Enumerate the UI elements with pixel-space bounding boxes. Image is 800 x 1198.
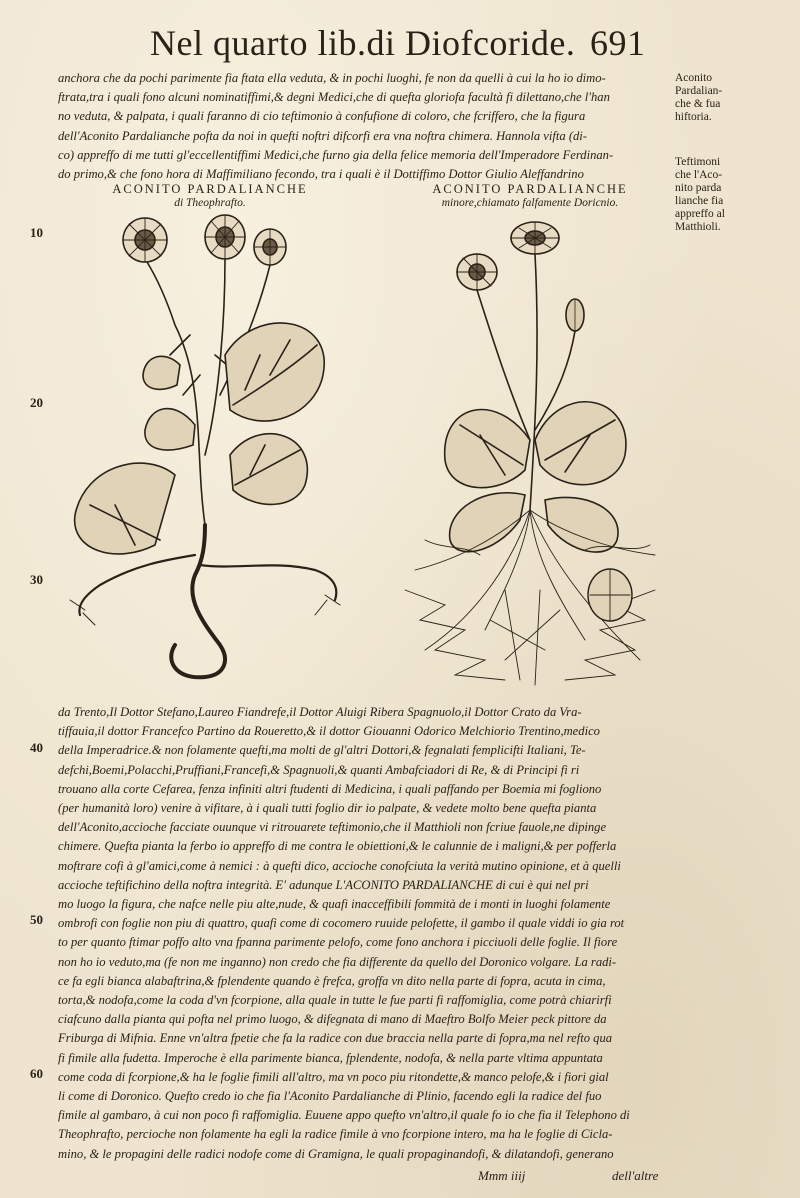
line-number: 30 <box>30 572 43 587</box>
text-line: ftrata,tra i quali fono alcuni nominatiffimi,& degni Medici,che di quefta gloriofa facultà fi dilettano,che l'han <box>58 90 610 105</box>
text-line: ombrofi con foglie non piu di quattro, quafi come di cocomero ruuide pelofette, il gambo il quale viddi io gia rot <box>58 916 625 931</box>
text-line: li come di Doronico. Quefto credo io che fia l'Aconito Pardalianche di Plinio, facendo egli la radice del fuo <box>58 1089 602 1104</box>
text-line: no veduta, & palpata, i quali faranno di cio teftimonio à confufione di coloro, che fcriffero, che la figura <box>58 109 586 124</box>
text-line: da Trento,Il Dottor Stefano,Laureo Fiandrefe,il Dottor Aluigi Ribera Spagnuolo,il Dottor Crato da Vra- <box>58 705 582 719</box>
plant-woodcut-icon <box>385 210 675 695</box>
margin-note-line: lianche fia <box>675 195 724 207</box>
running-header <box>150 22 670 64</box>
text-line: anchora che da pochi parimente fia ftata ella veduta, & in pochi luoghi, fe non da quelli à cui la ho io dimo- <box>58 71 606 85</box>
flower-head-icon <box>123 218 167 262</box>
flower-head-icon <box>205 215 245 259</box>
top-paragraph <box>58 69 673 184</box>
flower-head-icon <box>254 229 286 265</box>
text-line: tiffauia,il dottor Francefco Partino da Roueretto,& il dottor Giouanni Odorico Melchiorio Trentino,medico <box>58 724 600 739</box>
text-line: dell'Aconito Pardalianche pofta da noi in quefti noftri difcorfi era vna noftra chimera. Hannola vifta (di- <box>58 128 588 143</box>
text-line: do primo,& che fono hora di Maffimiliano fecondo, tra i quali è il Dottiffimo Dottor Giulio Aleffandrino <box>58 167 584 182</box>
margin-note-line: Pardalian- <box>675 85 723 97</box>
text-line: fi fimile alla fudetta. Imperoche è ella parimente bianca, fplendente, nodofa, & nella parte vltima appuntata <box>58 1050 603 1065</box>
margin-note-aconito <box>675 72 785 124</box>
text-line: mino, & le propagini delle radici nodofe come di Gramigna, le quali propaginandofi, & dilatandofi, generano <box>58 1146 614 1161</box>
bottom-paragraph <box>58 703 673 1164</box>
caption-right-title: ACONITO PARDALIANCHE <box>432 182 628 196</box>
margin-note-line: che & fua <box>675 98 721 110</box>
margin-note-line: Teftimoni <box>675 156 721 168</box>
text-line: defchi,Boemi,Polacchi,Pruffiani,Francefi,& Spagnuoli,& quanti Ambafciadori di Re, & di Principi fi ri <box>58 762 580 777</box>
caption-left-title: ACONITO PARDALIANCHE <box>112 182 308 196</box>
text-line: to per quanto ftimar poffo alto vna fpanna parimente pelofo, come fono anchora i picciuoli delle foglie. Il fiore <box>58 935 618 950</box>
line-number: 50 <box>30 912 43 927</box>
text-line: moftrare cofi à gl'amici,come à nemici : à quefti dico, accioche conofciuta la verità mutino opinione, et à quelli <box>58 858 621 873</box>
margin-note-line: che l'Aco- <box>675 169 723 181</box>
text-line: Friburga di Mifnia. Enne vn'altra fpetie che fa la radice con due braccia nella parte di fopra,ma nel refto qua <box>58 1031 613 1046</box>
plant-woodcut-icon <box>55 205 375 695</box>
line-number: 40 <box>30 740 43 755</box>
signature-mark: Mmm iiij <box>478 1168 526 1183</box>
text-line: non ho io veduto,ma (fe non me inganno) non credo che fia differente da quello del Doronico volgare. La radi- <box>58 954 617 969</box>
folio-number: 691 <box>590 23 646 63</box>
flower-head-icon <box>457 254 497 290</box>
text-line: fimile al gambaro, à cui non poco fi raffomiglia. Euuene appo quefto vn'altro,il quale fo io che fia il Telephono di <box>58 1108 630 1123</box>
caption-right-subtitle: minore,chiamato falfamente Doricnio. <box>441 197 619 209</box>
flower-bud-icon <box>566 299 584 331</box>
margin-note-testimoni <box>675 156 785 234</box>
margin-note-line: Matthioli. <box>675 221 721 233</box>
text-line: chimere. Quefta pianta la ferbo io appreffo di me contra le obiettioni,& le calunnie de i maligni,& per pofferla <box>58 839 617 854</box>
text-line: (per humanità loro) venire à vifitare, à i quali tutti foglio dir io palpate, & vedete molto bene quefta pianta <box>58 801 597 816</box>
margin-note-line: nito parda <box>675 182 722 194</box>
text-line: trouano alla corte Cefarea, fenza infiniti altri ftudenti di Medicina, i quali paffando per Boemia mi fogliono <box>58 781 602 796</box>
text-line: ce fa egli bianca alabaftrina,& fplendente quando è frefca, groffa vn dito nella parte di fopra, acuta in cima, <box>58 973 606 988</box>
text-line: co) appreffo di me tutti gl'eccellentiffimi Medici,che furno gia della felice memoria dell'Imperadore Ferdinan- <box>58 147 614 162</box>
text-line: accioche teftifichino della noftra integrità. E' adunque L'ACONITO PARDALIANCHE di cui è qui nel pri <box>58 877 589 892</box>
running-title: Nel quarto lib.di Diofcoride. <box>150 23 576 63</box>
caption-right <box>390 182 670 209</box>
text-line: Theophrafto, percioche non folamente ha egli la radice fimile à vno fcorpione intero, ma ha le foglie di Cicla- <box>58 1127 613 1142</box>
margin-note-line: hiftoria. <box>675 111 712 123</box>
text-line: dell'Aconito,accioche facciate ouunque vi ritrouarete teftimonio,che il Matthioli non fcriue fauole,ne dipinge <box>58 820 607 835</box>
text-line: della Imperadrice.& non folamente quefti,ma molti de gl'altri Dottori,& fegnalati femplicifti Italiani, Te- <box>58 743 586 758</box>
line-number: 60 <box>30 1066 43 1081</box>
text-line: come coda di fcorpione,& ha le foglie fimili all'altro, ma vn poco piu ritondette,& manco pelofe,& i fiori gial <box>58 1069 609 1084</box>
flower-head-icon <box>511 222 559 254</box>
caption-left-subtitle: di Theophrafto. <box>174 197 246 209</box>
text-line: torta,& nodofa,come la coda d'vn fcorpione, alla quale in tutte le fue parti fi raffomiglia, come potrà chiarirfi <box>58 993 612 1008</box>
margin-note-line: Aconito <box>675 72 713 84</box>
text-line: mo luogo la figura, che nafce nelle piu alte,nude, & quafi inacceffibili fommità de i monti in luoghi folamente <box>58 897 611 912</box>
line-number: 10 <box>30 225 43 240</box>
text-line: ciafcuno dalla pianta qui pofta nel primo luogo, & difegnata di mano di Maeftro Bolfo Meier peck pittore da <box>58 1012 607 1027</box>
catchword: dell'altre <box>612 1168 659 1183</box>
margin-note-line: appreffo al <box>675 208 725 220</box>
line-number: 20 <box>30 395 43 410</box>
